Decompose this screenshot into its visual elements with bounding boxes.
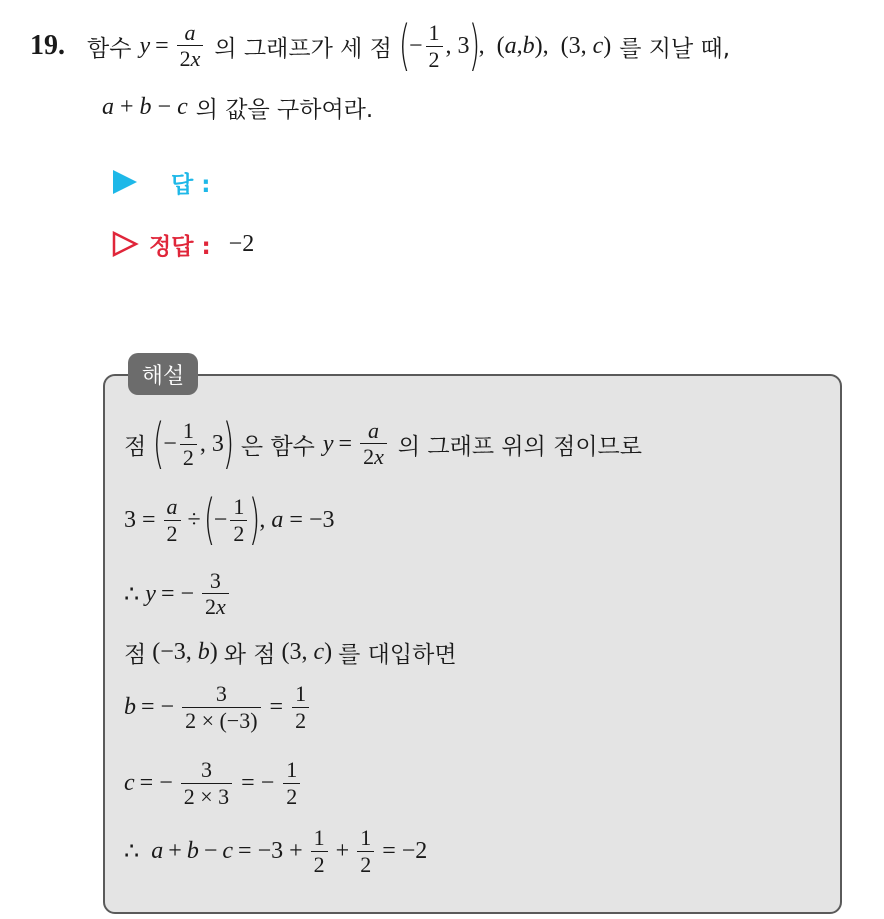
outline-arrow-icon	[111, 231, 139, 257]
solution-title-tab: 해설	[128, 353, 198, 395]
correct-answer-label: 정답 :	[149, 233, 211, 260]
solution-line-1: 점 ( − $\frac{1}{2}$ , 3 ) 은 함수 y = $\frac{a}{2x}$ 의 그래프 위의 점이므로	[124, 412, 642, 475]
correct-answer-row	[111, 228, 254, 260]
answer-label: 답 :	[171, 171, 211, 198]
question-text-hamsu: 함수	[87, 35, 132, 62]
solution-line-5: b = − $\frac{3}{2 \times (-3)}$ = $\frac{1}{2}$	[124, 676, 312, 738]
correct-answer-value: −2	[228, 230, 255, 257]
answer-row	[111, 167, 210, 197]
fraction-a-over-2x: $\frac{a}{2x}$	[177, 21, 204, 71]
question-text-pass: 를 지날 때,	[619, 35, 731, 62]
solution-line-7: ∴ a + b − c = −3 + $\frac{1}{2}$ + $\frac{1}{2}$ = −2	[124, 825, 428, 877]
solution-line-2: 3 = $\frac{a}{2}$ ÷ ( − $\frac{1}{2}$ ) , a = −3	[124, 488, 335, 551]
question-number: 19.	[30, 30, 65, 61]
question-line-2: a + b − c 의 값을 구하여라.	[102, 88, 373, 126]
question-text-graph: 의 그래프가 세 점	[214, 35, 392, 62]
solution-line-4: 점 (−3, b ) 와 점 (3, c ) 를 대입하면	[124, 638, 457, 668]
solution-line-6: c = − $\frac{3}{2 \times 3}$ = − $\frac{1}{2}$	[124, 752, 303, 814]
solution-line-3: ∴ y = − $\frac{3}{2x}$	[124, 566, 232, 622]
question-line-1: 19. 함수 y = $\frac{a}{2x}$ 의 그래프가 세 점 ( − $\frac{1}{2}$ , 3 ) , ( a , b ), (3, c ) 를 지날 때,	[30, 14, 731, 77]
question-line2-text: 의 값을 구하여라.	[195, 96, 374, 123]
play-arrow-icon	[111, 169, 139, 195]
fraction-one-half: $\frac{1}{2}$	[426, 21, 443, 70]
